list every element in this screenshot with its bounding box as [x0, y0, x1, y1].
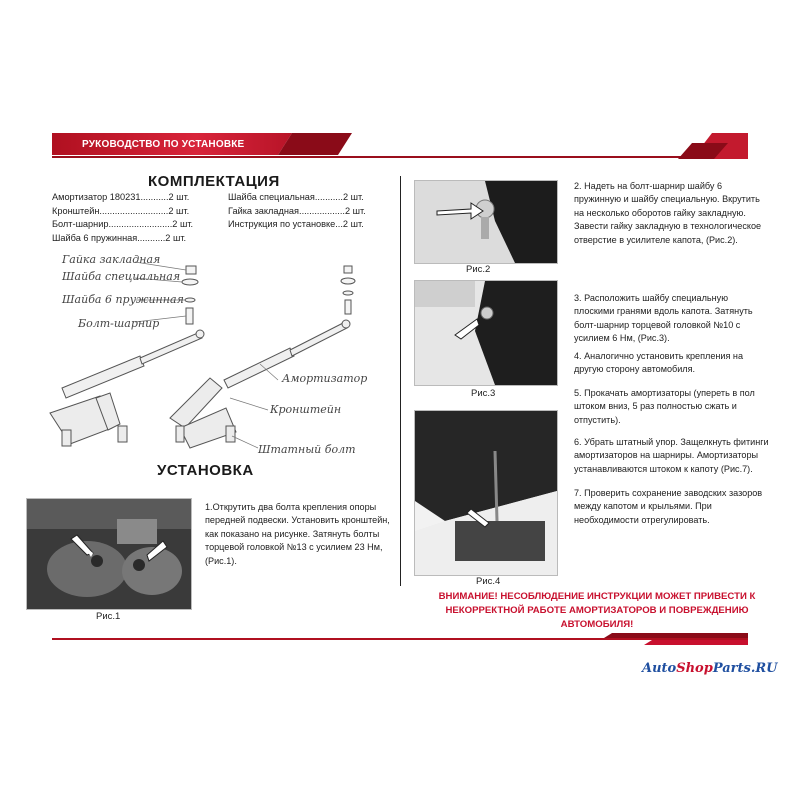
photo-fig3	[414, 280, 558, 386]
step3-text: 3. Расположить шайбу специальную плоскими гранями вдоль капота. Затянуть болт-шарнир торцевой головкой №10 с усилием 6 Нм, (Рис.3).	[574, 293, 753, 344]
label-std-bolt: Штатный болт	[258, 443, 356, 456]
label-nut: Гайка закладная	[62, 253, 161, 266]
step6-text: 6. Убрать штатный упор. Защелкнуть фитинги амортизаторов на шарниры. Амортизаторы устанавливаются штоком к капоту (Рис.7).	[574, 437, 769, 474]
label-hinge-bolt: Болт-шарнир	[78, 317, 160, 330]
photo-fig2	[414, 180, 558, 264]
warning-text: ВНИМАНИЕ! НЕСОБЛЮДЕНИЕ ИНСТРУКЦИИ МОЖЕТ ПРИВЕСТИ К НЕКОРРЕКТНОЙ РАБОТЕ АМОРТИЗАТОРОВ И ПОВРЕЖДЕНИЮ АВТОМОБИЛЯ!	[438, 591, 756, 630]
header-title: РУКОВОДСТВО ПО УСТАНОВКЕ	[82, 139, 245, 150]
label-bracket: Кронштейн	[270, 403, 342, 416]
special-washer-part-2	[341, 278, 355, 284]
kit-list-1	[52, 191, 193, 245]
kit-item: Шайба 6 пружинная...........2 шт.	[52, 232, 187, 243]
fig3-caption: Рис.3	[471, 388, 496, 399]
kit-item: Шайба специальная...........2 шт.	[228, 192, 364, 202]
hinge-bolt-part	[186, 308, 193, 324]
install-title: УСТАНОВКА	[157, 462, 254, 479]
fig2-caption: Рис.2	[466, 264, 491, 275]
step1-text: 1.Открутить два болта крепления опоры передней подвески. Установить кронштейн, как показано на рисунке. Затянуть болты торцевой головкой №13 с усилием 23 Нм, (Рис.1).	[205, 502, 390, 566]
column-divider	[400, 176, 401, 586]
kit-item: Гайка закладная..................2 шт.	[228, 205, 366, 216]
footer-stripe	[52, 633, 748, 645]
fig1-caption: Рис.1	[96, 611, 121, 622]
label-shock: Амортизатор	[282, 372, 368, 385]
logo-part-1: Auto	[642, 661, 677, 676]
nut-part-2	[344, 266, 352, 273]
special-washer-part	[182, 279, 198, 285]
kit-item: Кронштейн...........................2 шт.	[52, 205, 190, 216]
photo-fig4	[414, 410, 558, 576]
step4-text: 4. Аналогично установить крепления на другую сторону автомобиля.	[574, 351, 744, 375]
photo-fig1	[26, 498, 192, 610]
step2-text: 2. Надеть на болт-шарнир шайбу 6 пружинную и шайбу специальную. Вкрутить на несколько оборотов гайку закладную. Завести гайку закладную в технологическое отверстие в усилителе капота, (Рис.2).	[574, 181, 762, 245]
brand-logo[interactable]	[642, 661, 778, 676]
kit-list-2	[228, 191, 366, 232]
fig4-caption: Рис.4	[476, 576, 501, 587]
kit-title: КОМПЛЕКТАЦИЯ	[148, 173, 280, 190]
logo-part-3: Parts.RU	[712, 661, 778, 676]
step5-text: 5. Прокачать амортизаторы (упереть в пол штоком вниз, 5 раз полностью сжать и отпустить).	[574, 388, 755, 425]
spring-washer-part	[185, 298, 195, 302]
bracket-right	[170, 378, 236, 448]
label-special-washer: Шайба специальная	[62, 270, 181, 283]
shock-left	[62, 330, 204, 398]
kit-item: Болт-шарнир.........................2 шт.	[52, 219, 194, 229]
label-spring-washer: Шайба 6 пружинная	[62, 293, 184, 306]
nut-part	[186, 266, 196, 274]
hinge-bolt-part-2	[345, 300, 351, 314]
step7-text: 7. Проверить сохранение заводских зазоров между капотом и крыльями. При необходимости отрегулировать.	[574, 488, 763, 525]
kit-item: Инструкция по установке...2 шт.	[228, 219, 364, 229]
kit-item: Амортизатор 180231...........2 шт.	[52, 192, 190, 202]
bracket-left	[50, 393, 127, 446]
logo-part-2: Shop	[676, 661, 713, 676]
spring-washer-part-2	[343, 291, 353, 295]
